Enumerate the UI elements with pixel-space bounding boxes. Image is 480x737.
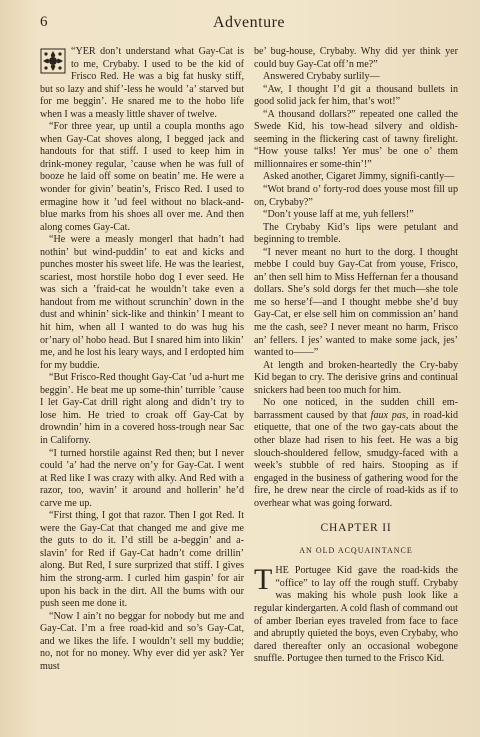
paragraph: “I never meant no hurt to the dorg. I thought mebbe I could buy Gay-Cat from youse, Frisco, an’ then sell him to Miss Heffernan fer a thousand dollars. She’s sold dorgs fer thet much—she tole me so herse’f—and I thought mebbe she’d buy Gay-Cat, er else sell him on commission an’ hand me the cash, see? I never meant no harm, Frisco an’ fellers. I jes’ wanted to make some jack, jes’ wanted to——” [254, 246, 458, 359]
page-header [40, 14, 458, 36]
chapter-subtitle: AN OLD ACQUAINTANCE [299, 545, 413, 555]
left-column [40, 46, 244, 673]
text-columns [40, 46, 458, 673]
paragraph: “For three year, up until a coupla months ago when Gay-Cat shoves along, I begged jack and handouts for that stiff. I used to keep him in drink-money regular, ’cause when he was full of booze he laid off some on beatin’ me. He were a wonder for givin’ beatin’s, Frisco Red. I used to ermagine how it ’ud feel without no black-and-blue marks from his shoes all over me. And then along comes Gay-Cat. [40, 121, 244, 233]
chapter-title: CHAPTER II [320, 522, 392, 535]
paragraph: “First thing, I got that razor. Then I got Red. It were the Gay-Cat that changed me and give me the guts to do it. I’d still be a-beggin’ and a-slavin’ for Red if Gay-Cat hadn’t come drillin’ along. But Red, I sure surprized that stiff. I gives him the strong-arm. I curled him gaspin’ for air upon his back in the dirt. All the bums with our push seen me done it. [40, 510, 244, 610]
paragraph: Answered Crybaby surlily— [263, 71, 380, 83]
page-number: 6 [40, 14, 48, 30]
paragraph: “A thousand dollars?” repeated one called the Swede Kid, his tow-head silvery and oldish-seeming in the flickering cast of tawny firelight. “How youse talks! Yer mus’ be one o’ them millionnaires er some-thin’!” [254, 108, 458, 170]
drop-cap: T [254, 563, 273, 597]
paragraph: Asked another, Cigaret Jimmy, signifi-cantly— [263, 171, 455, 183]
paragraph: At length and broken-heartedly the Cry-baby Kid began to cry. The derisive grins and continual snickers had been too much for him. [254, 359, 458, 396]
paragraph: “But Frisco-Red thought Gay-Cat ’ud a-hurt me beggin’. He beat me up some-thin’ turrible ’cause I let Gay-Cat drill right along and didn’t try to lose him. He tried to croak off Gay-Cat by drowndin’ him in a covered hoss-trough near Sac in Californy. [40, 372, 244, 446]
chapter-opening-paragraph: THE Portugee Kid gave the road-kids the “office” to lay off the rough stuff. Crybaby was making his whole push look like a regular kindergarten. A cold flash of command out of amber Iberian eyes traveled from face to face and abruptly quieted the boys, even Crybaby, who dared thereafter only an occasional wobegone snuffle. Portugee then turned to the Frisco Kid. [254, 563, 458, 665]
paragraph: “I turned horstile against Red then; but I never could ’a’ had the nerve on’y for Gay-Cat. I went at Red like I was crazy with alky. And Red with a razor, too, wavin’ it around and hollerin’ he’d carve me up. [40, 447, 244, 509]
paragraph: be’ bug-house, Crybaby. Why did yer think yer could buy Gay-Cat off’n me?” [254, 46, 458, 70]
paragraph: “Aw, I thought I’d git a thousand bullets in good solid jack fer him, that’s wot!” [254, 83, 458, 108]
paragraph: “He were a measly mongerl that hadn’t had nothin’ but wind-puddin’ to eat and kicks and punches moster his sweet life. He was the leariest, scariest, most horstile hobo dog I ever seed. He was sich a ’fraid-cat he wouldn’t take even a handout from me without scrunchin’ down in the dust and whinin’ sick-like and thinkin’ I meant to hit him, when all I wanted to do was hug his or’nary ol’ hobo head. But I snared him into likin’ me, and he lost his leary ways, and I erdopted him for my buddie. [40, 234, 244, 371]
opening-paragraph: “YER don’t understand what Gay-Cat is to me, Crybaby. I used to be the kid of Frisco Red. He was a big fat husky stiff, but so lazy and shif’-less he would ’a’ starved but for me beggin’. He snared me to the hobo life when I was a measly little shaver of twelve. [40, 46, 244, 120]
paragraph: “Now I ain’t no beggar for nobody but me and Gay-Cat. I’m a free road-kid and so’s Gay-Cat, and we likes the life. I wouldn’t sell my buddie; no, not for no money. Why ever did yer ask? Yer must [40, 610, 244, 672]
running-head: Adventure [212, 14, 286, 31]
paragraph: The Crybaby Kid’s lips were petulant and beginning to tremble. [254, 221, 458, 246]
right-column [254, 46, 458, 673]
italic-phrase: faux pas [370, 409, 406, 421]
floral-ornament-icon [40, 48, 66, 74]
paragraph: “Wot brand o’ forty-rod does youse most fill up on, Crybaby?” [254, 184, 458, 208]
paragraph: No one noticed, in the sudden chill em-barrassment caused by that faux pas, in road-kid etiquette, that one of the two gay-cats about the other blaze had risen to his feet. He was a big slouch-shouldered fellow, smudgy-faced with a week’s stubble of red hairs. Stooping as if engaged in the business of gathering wood for the fire, he drew near the circle of road-kids as if to overhear what was going forward. [254, 397, 458, 509]
paragraph: “Don’t youse laff at me, yuh fellers!” [263, 209, 414, 221]
